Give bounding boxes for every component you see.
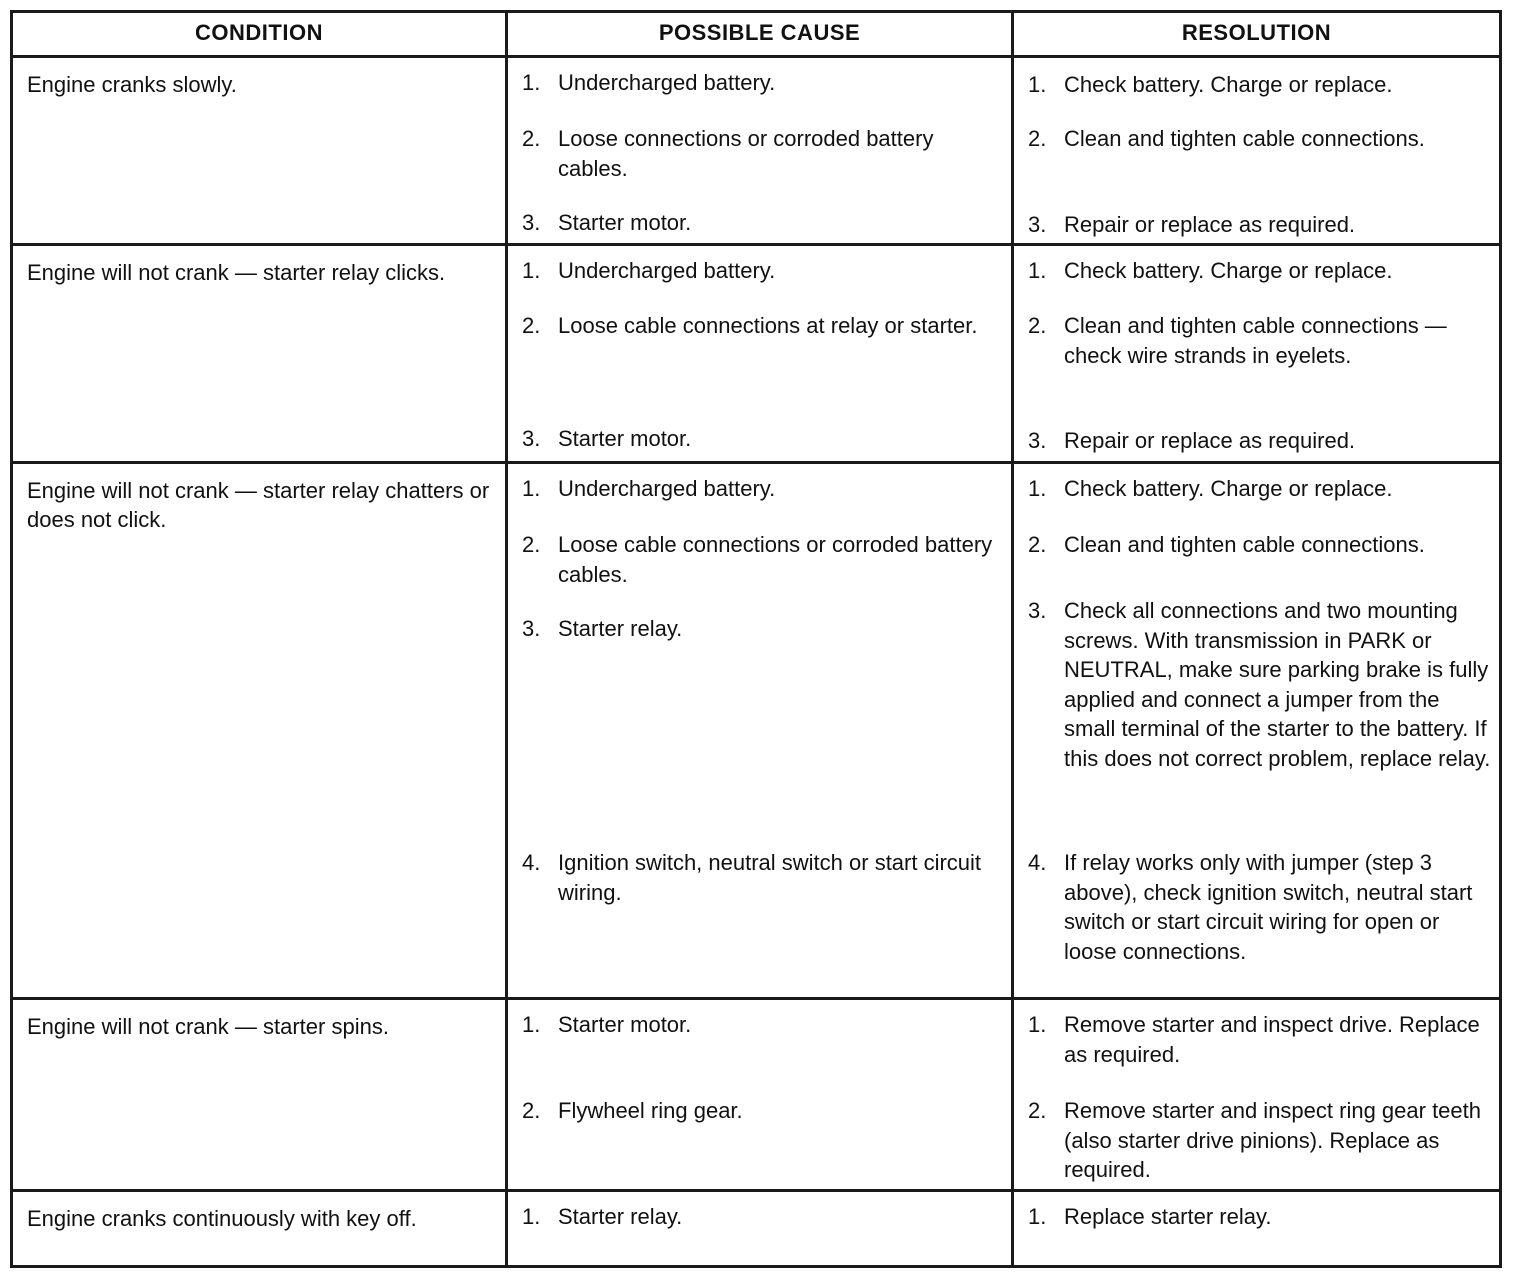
cause-item	[522, 311, 1003, 341]
item-number: 1.	[1028, 476, 1047, 501]
resolution-cell	[1011, 58, 1499, 243]
item-number: 1.	[1028, 1204, 1047, 1229]
cause-item	[522, 208, 1003, 238]
item-number: 1.	[522, 258, 541, 283]
item-text: Loose cable connections or corroded battery cables.	[558, 532, 993, 587]
item-number: 2.	[1028, 126, 1047, 151]
item-text: Remove starter and inspect drive. Replace as required.	[1064, 1012, 1480, 1067]
cause-item	[522, 848, 1003, 907]
item-number: 3.	[1028, 428, 1047, 453]
item-number: 2.	[1028, 313, 1047, 338]
item-number: 1.	[522, 70, 541, 95]
item-number: 1.	[522, 1012, 541, 1037]
item-number: 4.	[522, 850, 541, 875]
item-number: 1.	[1028, 1012, 1047, 1037]
item-text: Starter relay.	[558, 1204, 683, 1229]
condition-text: Engine cranks slowly.	[27, 72, 237, 97]
troubleshooting-table	[10, 10, 1502, 1268]
item-text: Replace starter relay.	[1064, 1204, 1272, 1229]
item-number: 4.	[1028, 850, 1047, 875]
resolution-item	[1028, 210, 1491, 240]
item-text: Undercharged battery.	[558, 258, 776, 283]
item-text: Starter motor.	[558, 1012, 692, 1037]
table-row	[13, 461, 1499, 997]
cause-item	[522, 474, 1003, 504]
item-number: 3.	[522, 616, 541, 641]
item-number: 1.	[1028, 258, 1047, 283]
table-row	[13, 55, 1499, 243]
item-text: Repair or replace as required.	[1064, 212, 1356, 237]
item-text: Undercharged battery.	[558, 70, 776, 95]
item-text: Ignition switch, neutral switch or start circuit wiring.	[558, 850, 982, 905]
item-text: If relay works only with jumper (step 3 above), check ignition switch, neutral start switch or start circuit wiring for open or loose connections.	[1064, 850, 1473, 964]
item-text: Loose cable connections at relay or starter.	[558, 313, 978, 338]
item-text: Clean and tighten cable connections — check wire strands in eyelets.	[1064, 313, 1447, 368]
cause-item	[522, 424, 1003, 454]
item-text: Check all connections and two mounting screws. With transmission in PARK or NEUTRAL, make sure parking brake is fully applied and connect a jumper from the small terminal of the starter to the battery. If this does not correct problem, replace relay.	[1064, 598, 1491, 771]
resolution-item	[1028, 474, 1491, 504]
resolution-item	[1028, 256, 1491, 286]
resolution-item	[1028, 124, 1491, 154]
cause-item	[522, 256, 1003, 286]
item-number: 3.	[1028, 598, 1047, 623]
header-condition: CONDITION	[195, 20, 323, 45]
item-text: Remove starter and inspect ring gear teeth (also starter drive pinions). Replace as required.	[1064, 1098, 1482, 1182]
item-number: 2.	[522, 126, 541, 151]
condition-cell	[13, 58, 505, 243]
header-resolution: RESOLUTION	[1011, 13, 1499, 55]
table-row	[13, 997, 1499, 1189]
cause-item	[522, 614, 1003, 644]
resolution-item	[1028, 1010, 1491, 1069]
resolution-item	[1028, 1096, 1491, 1185]
cause-cell	[505, 1192, 1011, 1265]
condition-cell	[13, 1192, 505, 1265]
resolution-item	[1028, 530, 1491, 560]
resolution-item	[1028, 70, 1491, 100]
item-text: Check battery. Charge or replace.	[1064, 72, 1393, 97]
item-number: 1.	[522, 1204, 541, 1229]
condition-cell	[13, 246, 505, 461]
cause-item	[522, 124, 1003, 183]
cause-item	[522, 1096, 1003, 1126]
item-text: Starter motor.	[558, 426, 692, 451]
cause-cell	[505, 464, 1011, 997]
resolution-item	[1028, 1202, 1491, 1232]
cause-item	[522, 1202, 1003, 1232]
item-text: Undercharged battery.	[558, 476, 776, 501]
item-text: Starter motor.	[558, 210, 692, 235]
item-text: Repair or replace as required.	[1064, 428, 1356, 453]
resolution-item	[1028, 311, 1491, 370]
resolution-cell	[1011, 1192, 1499, 1265]
condition-text: Engine will not crank — starter relay chatters or does not click.	[27, 478, 490, 532]
cause-cell	[505, 58, 1011, 243]
item-text: Loose connections or corroded battery cables.	[558, 126, 934, 181]
condition-text: Engine will not crank — starter relay clicks.	[27, 260, 446, 285]
resolution-cell	[1011, 1000, 1499, 1189]
condition-text: Engine will not crank — starter spins.	[27, 1014, 389, 1039]
item-number: 2.	[1028, 1098, 1047, 1123]
header-possible-cause: POSSIBLE CAUSE	[505, 13, 1011, 55]
condition-cell	[13, 464, 505, 997]
item-text: Clean and tighten cable connections.	[1064, 126, 1425, 151]
cause-cell	[505, 246, 1011, 461]
item-number: 3.	[522, 426, 541, 451]
resolution-cell	[1011, 246, 1499, 461]
item-number: 2.	[522, 313, 541, 338]
item-number: 2.	[522, 1098, 541, 1123]
item-number: 2.	[1028, 532, 1047, 557]
item-text: Check battery. Charge or replace.	[1064, 258, 1393, 283]
resolution-item	[1028, 848, 1491, 966]
table-header-row	[13, 13, 1499, 55]
table-row	[13, 243, 1499, 461]
item-text: Check battery. Charge or replace.	[1064, 476, 1393, 501]
cause-item	[522, 530, 1003, 589]
table-row	[13, 1189, 1499, 1265]
item-number: 1.	[522, 476, 541, 501]
item-number: 3.	[1028, 212, 1047, 237]
resolution-item	[1028, 596, 1491, 773]
cause-item	[522, 1010, 1003, 1040]
item-text: Starter relay.	[558, 616, 683, 641]
condition-text: Engine cranks continuously with key off.	[27, 1206, 417, 1231]
item-number: 3.	[522, 210, 541, 235]
condition-cell	[13, 1000, 505, 1189]
item-text: Flywheel ring gear.	[558, 1098, 743, 1123]
item-text: Clean and tighten cable connections.	[1064, 532, 1425, 557]
cause-item	[522, 68, 1003, 98]
item-number: 1.	[1028, 72, 1047, 97]
resolution-item	[1028, 426, 1491, 456]
item-number: 2.	[522, 532, 541, 557]
cause-cell	[505, 1000, 1011, 1189]
resolution-cell	[1011, 464, 1499, 997]
